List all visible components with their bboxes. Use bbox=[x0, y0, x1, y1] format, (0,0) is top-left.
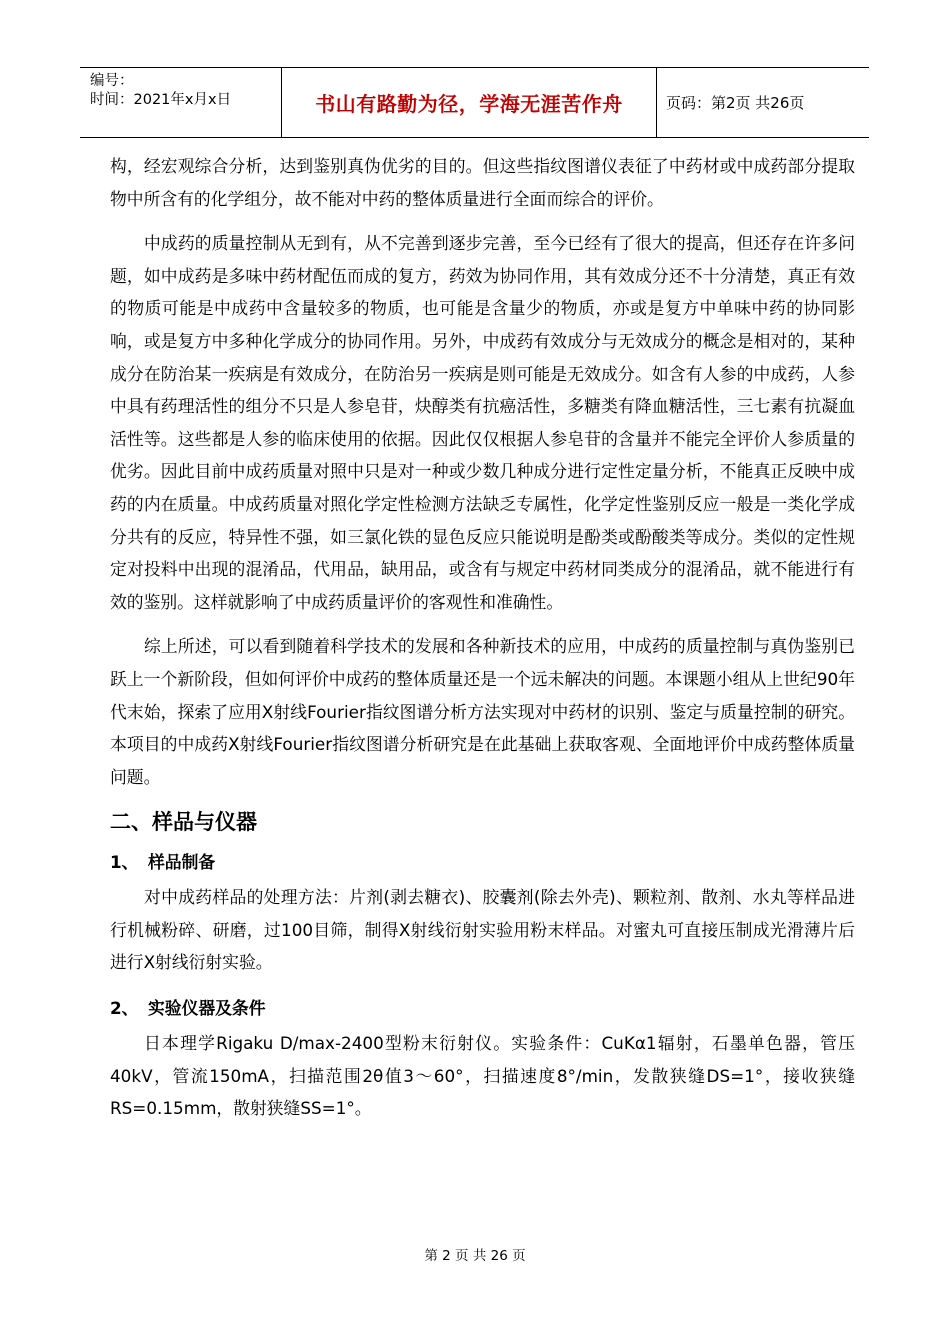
document-body bbox=[110, 150, 855, 1125]
paragraph-2: 中成药的质量控制从无到有，从不完善到逐步完善，至今已经有了很大的提高，但还存在许多问题，如中成药是多味中药材配伍而成的复方，药效为协同作用，其有效成分还不十分清楚，真正有效的物质可能是中成药中含量较多的物质，也可能是含量少的物质，亦或是复方中单味中药的协同影响，或是复方中多种化学成分的协同作用。另外，中成药有效成分与无效成分的概念是相对的，某种成分在防治某一疾病是有效成分，在防治另一疾病是则可能是无效成分。如含有人参的中成药，人参中具有药理活性的组分不只是人参皂苷，炔醇类有抗癌活性，多糖类有降血糖活性，三七素有抗凝血活性等。这些都是人参的临床使用的依据。因此仅仅根据人参皂苷的含量并不能完全评价人参质量的优劣。因此目前中成药质量对照中只是对一种或少数几种成分进行定性定量分析，不能真正反映中成药的内在质量。中成药质量对照化学定性检测方法缺乏专属性，化学定性鉴别反应一般是一类化学成分共有的反应，特异性不强，如三氯化铁的显色反应只能说明是酚类或酚酸类等成分。类似的定性规定对投料中出现的混淆品，代用品，缺用品，或含有与规定中药材同类成分的混淆品，就不能进行有效的鉴别。这样就影响了中成药质量评价的客观性和准确性。 bbox=[110, 233, 855, 612]
header-motto: 书山有路勤为径，学海无涯苦作舟 bbox=[315, 92, 623, 116]
subsection-2-number: 2、 bbox=[110, 998, 139, 1019]
page-header bbox=[80, 67, 869, 138]
paragraph-5: 日本理学Rigaku D/max-2400型粉末衍射仪。实验条件：CuKα1辐射，石墨单色器，管压40kV，管流150mA，扫描范围2θ值3～60°，扫描速度8°/min，发散狭缝DS=1°，接收狭缝RS=0.15mm，散射狭缝SS=1°。 bbox=[110, 1033, 855, 1119]
paragraph-4: 对中成药样品的处理方法：片剂(剥去糖衣)、胶囊剂(除去外壳)、颗粒剂、散剂、水丸等样品进行机械粉碎、研磨，过100目筛，制得X射线衍射实验用粉末样品。对蜜丸可直接压制成光滑薄片后进行X射线衍射实验。 bbox=[110, 887, 855, 973]
serial-label: 编号： bbox=[90, 73, 134, 89]
subsection-1-number: 1、 bbox=[110, 852, 139, 873]
header-page-number: 页码：第2页 共26页 bbox=[666, 94, 805, 112]
subsection-1-heading bbox=[110, 847, 855, 877]
header-meta bbox=[90, 72, 231, 110]
header-divider bbox=[656, 68, 657, 137]
subsection-2-heading bbox=[110, 993, 855, 1023]
paragraph-3: 综上所述，可以看到随着科学技术的发展和各种新技术的应用，中成药的质量控制与真伪鉴别已跃上一个新阶段，但如何评价中成药的整体质量还是一个远未解决的问题。本课题小组从上世纪90年代末始，探索了应用X射线Fourier指纹图谱分析方法实现对中药材的识别、鉴定与质量控制的研究。本项目的中成药X射线Fourier指纹图谱分析研究是在此基础上获取客观、全面地评价中成药整体质量问题。 bbox=[110, 636, 855, 787]
page-footer: 第 2 页 共 26 页 bbox=[424, 1248, 526, 1264]
paragraph-1: 构，经宏观综合分析，达到鉴别真伪优劣的目的。但这些指纹图谱仪表征了中药材或中成药部分提取物中所含有的化学组分，故不能对中药的整体质量进行全面而综合的评价。 bbox=[110, 156, 855, 209]
subsection-1-title: 样品制备 bbox=[148, 852, 216, 873]
subsection-2-title: 实验仪器及条件 bbox=[148, 998, 266, 1019]
time-label: 时间：2021年x月x日 bbox=[90, 92, 232, 108]
section-title: 二、样品与仪器 bbox=[110, 810, 257, 835]
